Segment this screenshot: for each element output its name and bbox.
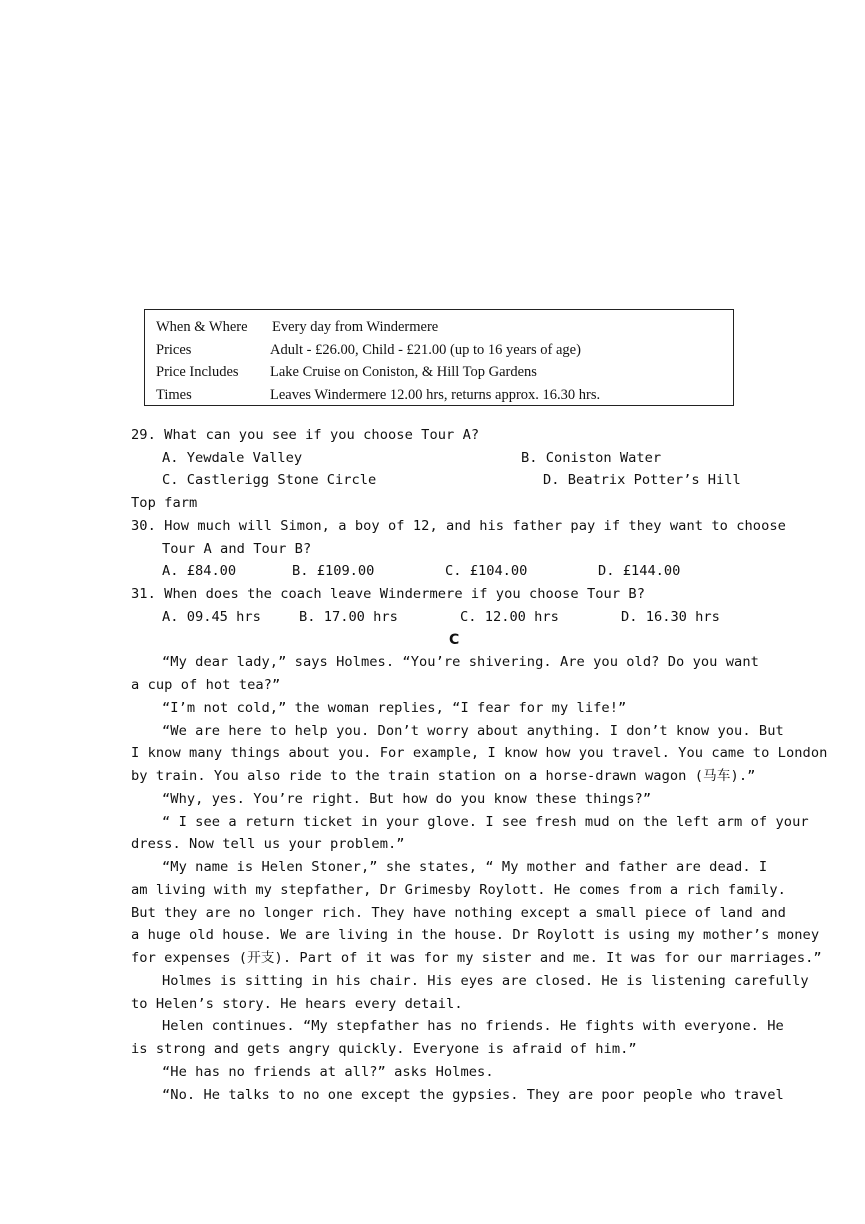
passage-line: dress. Now tell us your problem.” <box>131 836 405 852</box>
question-29-option-c: C. Castlerigg Stone Circle <box>162 472 377 488</box>
passage-line: by train. You also ride to the train station on a horse-drawn wagon (马车).” <box>131 768 756 784</box>
info-value: Every day from Windermere <box>272 319 439 335</box>
passage-line: is strong and gets angry quickly. Everyone is afraid of him.” <box>131 1041 637 1057</box>
passage-line: I know many things about you. For example, I know how you travel. You came to London <box>131 745 828 761</box>
info-label: When & Where <box>156 319 248 335</box>
question-31-stem: 31. When does the coach leave Windermere if you choose Tour B? <box>131 586 646 602</box>
info-value: Adult - £26.00, Child - £21.00 (up to 16 years of age) <box>270 342 581 358</box>
info-label: Price Includes <box>156 364 239 380</box>
question-31-option-a: A. 09.45 hrs <box>162 609 261 625</box>
info-row-times <box>156 386 601 404</box>
question-29-option-b: B. Coniston Water <box>521 450 662 466</box>
info-row-price-includes <box>156 363 537 381</box>
question-29-option-a: A. Yewdale Valley <box>162 450 303 466</box>
question-30-stem-continued: Tour A and Tour B? <box>162 541 312 557</box>
passage-line: to Helen’s story. He hears every detail. <box>131 996 463 1012</box>
passage-line: Helen continues. “My stepfather has no friends. He fights with everyone. He <box>162 1018 784 1034</box>
info-row-when-where <box>156 318 439 336</box>
tour-info-box <box>144 309 734 406</box>
passage-line: am living with my stepfather, Dr Grimesby Roylott. He comes from a rich family. <box>131 882 786 898</box>
question-29-stem: 29. What can you see if you choose Tour A? <box>131 427 480 443</box>
section-c-heading: C <box>449 632 460 648</box>
passage-line: “I’m not cold,” the woman replies, “I fear for my life!” <box>162 700 627 716</box>
passage-line: a huge old house. We are living in the house. Dr Roylott is using my mother’s money <box>131 927 820 943</box>
question-31-option-b: B. 17.00 hrs <box>299 609 398 625</box>
info-label: Times <box>156 387 192 403</box>
question-31-option-d: D. 16.30 hrs <box>621 609 720 625</box>
info-label: Prices <box>156 342 192 358</box>
question-30-stem: 30. How much will Simon, a boy of 12, and his father pay if they want to choose <box>131 518 786 534</box>
passage-line: Holmes is sitting in his chair. His eyes are closed. He is listening carefully <box>162 973 809 989</box>
passage-line: “No. He talks to no one except the gypsies. They are poor people who travel <box>162 1087 784 1103</box>
passage-line: But they are no longer rich. They have nothing except a small piece of land and <box>131 905 786 921</box>
passage-line: “ I see a return ticket in your glove. I see fresh mud on the left arm of your <box>162 814 809 830</box>
question-30-option-a: A. £84.00 <box>162 563 237 579</box>
passage-line: for expenses (开支). Part of it was for my sister and me. It was for our marriages.” <box>131 950 822 966</box>
info-row-prices <box>156 341 581 359</box>
question-30-option-b: B. £109.00 <box>292 563 375 579</box>
info-value: Lake Cruise on Coniston, & Hill Top Gardens <box>270 364 537 380</box>
question-31-option-c: C. 12.00 hrs <box>460 609 559 625</box>
passage-line: “My name is Helen Stoner,” she states, “ My mother and father are dead. I <box>162 859 768 875</box>
passage-line: “We are here to help you. Don’t worry about anything. I don’t know you. But <box>162 723 784 739</box>
question-29-option-d-continued: Top farm <box>131 495 198 511</box>
passage-line: “He has no friends at all?” asks Holmes. <box>162 1064 494 1080</box>
question-30-option-d: D. £144.00 <box>598 563 681 579</box>
passage-line: a cup of hot tea?” <box>131 677 281 693</box>
passage-line: “Why, yes. You’re right. But how do you know these things?” <box>162 791 652 807</box>
passage-line: “My dear lady,” says Holmes. “You’re shivering. Are you old? Do you want <box>162 654 759 670</box>
info-value: Leaves Windermere 12.00 hrs, returns approx. 16.30 hrs. <box>270 387 601 403</box>
question-29-option-d: D. Beatrix Potter’s Hill <box>543 472 741 488</box>
question-30-option-c: C. £104.00 <box>445 563 528 579</box>
